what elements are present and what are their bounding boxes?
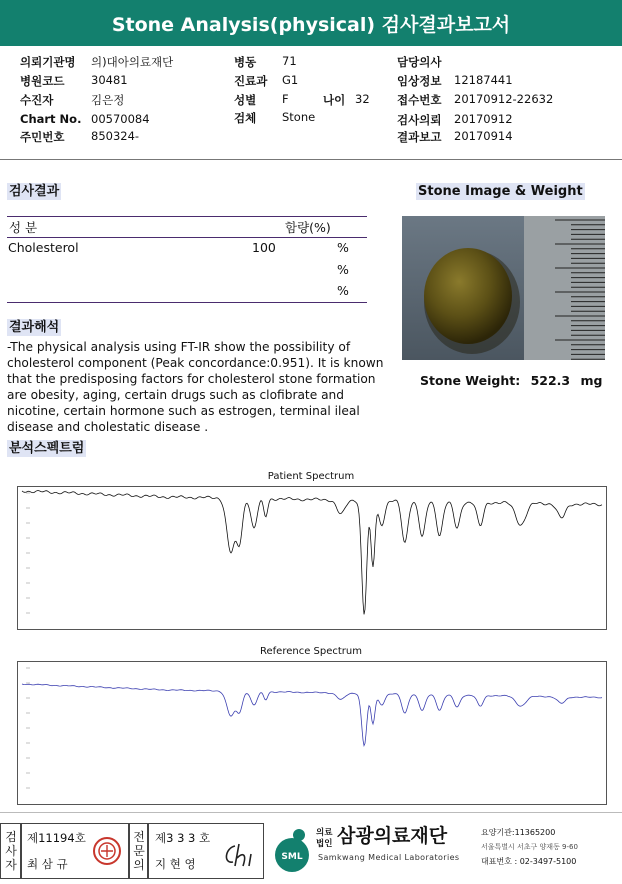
patient-spectrum-title: Patient Spectrum bbox=[267, 471, 355, 482]
examiner-label-box bbox=[0, 823, 21, 879]
info-value: 850324- bbox=[91, 129, 140, 143]
patient-info-block bbox=[0, 46, 622, 158]
stone-photo bbox=[402, 216, 605, 360]
examiner-name: 최 삼 규 bbox=[27, 857, 68, 871]
specialist-box bbox=[148, 823, 264, 879]
unit-cell: % bbox=[337, 262, 349, 277]
info-value: Stone bbox=[282, 110, 316, 124]
reference-spectrum-title: Reference Spectrum bbox=[260, 646, 362, 657]
patient-spectrum-svg bbox=[18, 487, 606, 629]
stone-heading: Stone Image & Weight bbox=[418, 184, 583, 199]
examiner-number: 제11194호 bbox=[27, 831, 86, 845]
info-value: 12187441 bbox=[454, 73, 513, 87]
unit-cell: % bbox=[337, 283, 349, 298]
info-value: 20170914 bbox=[454, 129, 513, 143]
table-header-rule bbox=[7, 237, 367, 238]
table-top-rule bbox=[7, 216, 367, 217]
info-value: F bbox=[282, 92, 289, 106]
stone-weight bbox=[420, 373, 602, 388]
interpretation-heading: 결과해석 bbox=[9, 320, 60, 335]
info-label: Chart No. bbox=[20, 112, 82, 126]
org-address: 서울특별시 서초구 양재동 9-60 bbox=[481, 843, 578, 851]
org-type-line1: 의료 bbox=[316, 828, 333, 838]
weight-value: 522.3 bbox=[530, 373, 571, 388]
info-label: 병동 bbox=[234, 55, 257, 69]
specialist-number: 제3 3 3 호 bbox=[155, 831, 211, 845]
age-label: 나이 bbox=[323, 93, 346, 107]
interpretation-text: -The physical analysis using FT-IR show the possibility of cholesterol component (Peak concordance:0.951). It is known that the predisposing factors for cholesterol stone formation are obesity, aging, certain drugs such as clofibrate and nicotine, certain hormone such as estrogen, terminal ileal disease and cholestatic disease . bbox=[7, 340, 384, 434]
org-english-name: Samkwang Medical Laboratories bbox=[318, 853, 460, 862]
specialist-label: 전문의 bbox=[133, 830, 145, 872]
divider bbox=[0, 159, 622, 160]
institution-code: 요양기관:11365200 bbox=[481, 828, 556, 837]
info-value: 20170912 bbox=[454, 112, 513, 126]
info-label: 접수번호 bbox=[397, 93, 442, 107]
report-title: Stone Analysis(physical) 검사결과보고서 bbox=[0, 0, 622, 46]
component-cell: Cholesterol bbox=[8, 240, 79, 255]
spectrum-heading: 분석스펙트럼 bbox=[9, 441, 85, 456]
examiner-label: 검사자 bbox=[5, 830, 17, 872]
info-label: 임상정보 bbox=[397, 74, 442, 88]
info-label: 주민번호 bbox=[20, 130, 65, 144]
info-value: 의)대아의료재단 bbox=[91, 55, 174, 69]
reference-spectrum-svg bbox=[18, 662, 606, 804]
org-logo-text: SML bbox=[281, 852, 303, 862]
table-bottom-rule bbox=[7, 302, 367, 303]
specialist-label-box bbox=[129, 823, 148, 879]
footer bbox=[0, 817, 622, 884]
examiner-box bbox=[21, 823, 129, 879]
info-value: 30481 bbox=[91, 73, 128, 87]
info-label: 병원코드 bbox=[20, 74, 65, 88]
reference-spectrum-plot bbox=[17, 661, 607, 805]
col-content-header: 함량(%) bbox=[285, 220, 331, 235]
unit-cell: % bbox=[337, 240, 349, 255]
info-value: 20170912-22632 bbox=[454, 92, 554, 106]
patient-spectrum-plot bbox=[17, 486, 607, 630]
info-value: 00570084 bbox=[91, 112, 150, 126]
weight-label: Stone Weight: bbox=[420, 373, 521, 388]
info-label: 진료과 bbox=[234, 74, 268, 88]
info-label: 수진자 bbox=[20, 93, 54, 107]
info-label: 의뢰기관명 bbox=[20, 55, 76, 69]
info-label: 검사의뢰 bbox=[397, 113, 442, 127]
specialist-name: 지 현 영 bbox=[155, 857, 196, 871]
info-value: G1 bbox=[282, 73, 299, 87]
org-logo bbox=[268, 825, 316, 873]
value-cell: 100 bbox=[252, 240, 276, 255]
info-label: 결과보고 bbox=[397, 130, 442, 144]
info-value: 71 bbox=[282, 54, 297, 68]
org-phone: 대표번호 : 02-3497-5100 bbox=[481, 857, 577, 866]
weight-unit: mg bbox=[580, 373, 603, 388]
age-value: 32 bbox=[355, 92, 370, 106]
info-label: 담당의사 bbox=[397, 55, 442, 69]
stone-image bbox=[402, 216, 605, 360]
org-type-line2: 법인 bbox=[316, 839, 333, 849]
results-table bbox=[7, 216, 367, 304]
specialist-signature bbox=[221, 840, 261, 870]
examiner-seal bbox=[92, 836, 122, 866]
org-logo-mark bbox=[268, 825, 316, 873]
info-label: 검체 bbox=[234, 111, 257, 125]
org-name: 삼광의료재단 bbox=[337, 825, 448, 847]
info-value: 김은정 bbox=[91, 93, 125, 107]
col-component-header: 성 분 bbox=[9, 220, 38, 235]
footer-divider bbox=[0, 812, 622, 813]
info-label: 성별 bbox=[234, 93, 257, 107]
results-heading: 검사결과 bbox=[9, 184, 60, 199]
